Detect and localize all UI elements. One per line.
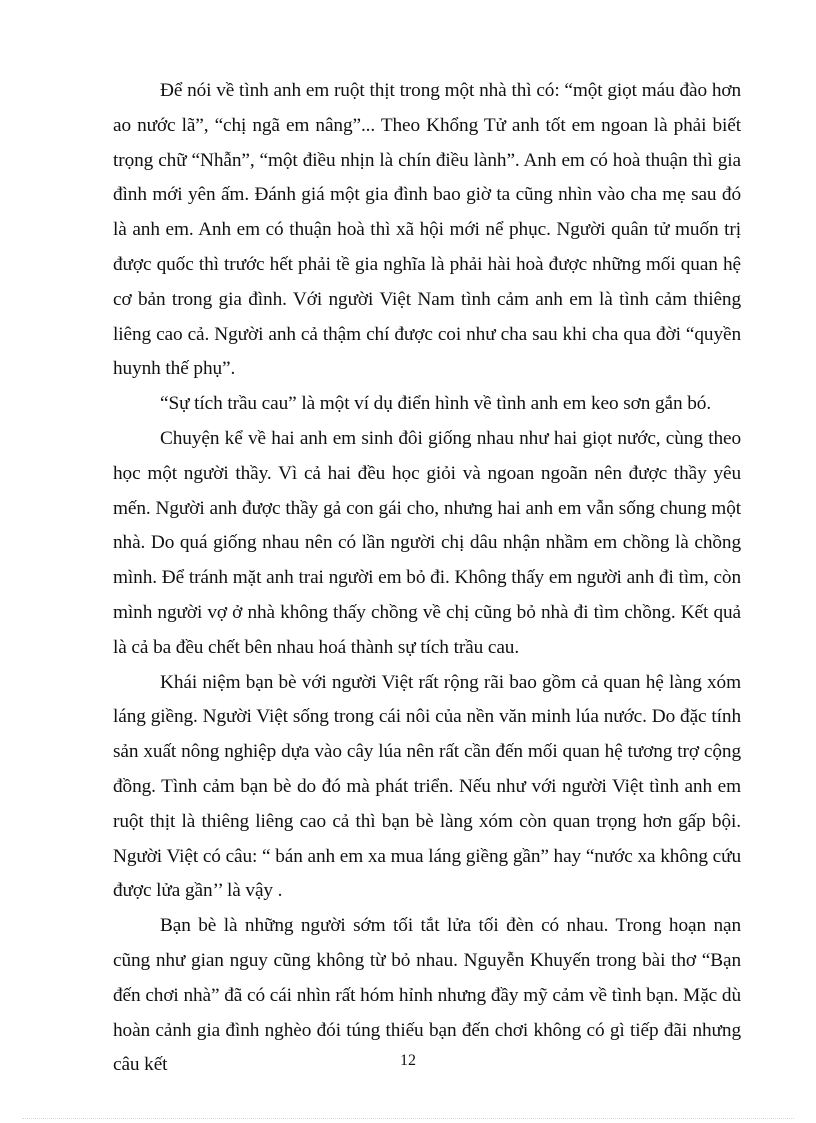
paragraph-betel-story: Chuyện kể về hai anh em sinh đôi giống nhau như hai giọt nước, cùng theo học một người thầy. Vì cả hai đều học giỏi và ngoan ngoãn nên được thầy yêu mến. Người anh được thầy gả con gái cho, nhưng hai anh em vẫn sống chung một nhà. Do quá giống nhau nên có lần người chị dâu nhận nhầm em chồng là chồng mình. Để tránh mặt anh trai người em bỏ đi. Không thấy em người anh đi tìm, còn mình người vợ ở nhà không thấy chồng về chị cũng bỏ nhà đi tìm chồng. Kết quả là cả ba đều chết bên nhau hoá thành sự tích trầu cau. (113, 427, 741, 658)
page-number: 12 (400, 1052, 416, 1069)
page-bottom-divider (22, 1118, 794, 1119)
paragraph-brotherhood: Để nói về tình anh em ruột thịt trong một nhà thì có: “một giọt máu đào hơn ao nước lã”, “chị ngã em nâng”... Theo Khổng Tử anh tốt em ngoan là phải biết trọng chữ “Nhẫn”, “một điều nhịn là chín điều lành”. Anh em có hoà thuận thì gia đình mới yên ấm. Đánh giá một gia đình bao giờ ta cũng nhìn vào cha mẹ sau đó là anh em. Anh em có thuận hoà thì xã hội mới nể phục. Người quân tử muốn trị được quốc thì trước hết phải tề gia nghĩa là phải hài hoà được những mối quan hệ cơ bản trong gia đình. Với người Việt Nam tình cảm anh em là tình cảm thiêng liêng cao cả. Người anh cả thậm chí được coi như cha sau khi cha qua đời “quyền huynh thế phụ”. (113, 80, 741, 380)
document-page (113, 74, 741, 1083)
paragraph-betel-story-intro: “Sự tích trầu cau” là một ví dụ điển hình về tình anh em keo sơn gắn bó. (160, 393, 712, 415)
paragraph-friendship-poem: Bạn bè là những người sớm tối tắt lửa tối đèn có nhau. Trong hoạn nạn cũng như gian nguy cũng không từ bỏ nhau. Nguyễn Khuyến trong bài thơ “Bạn đến chơi nhà” đã có cái nhìn rất hóm hỉnh nhưng đầy mỹ cảm về tình bạn. Mặc dù hoàn cảnh gia đình nghèo đói túng thiếu bạn đến chơi không có gì tiếp đãi nhưng câu kết (113, 915, 741, 1076)
paragraph-friendship-concept: Khái niệm bạn bè với người Việt rất rộng rãi bao gồm cả quan hệ làng xóm láng giềng. Người Việt sống trong cái nôi của nền văn minh lúa nước. Do đặc tính sản xuất nông nghiệp dựa vào cây lúa nên rất cần đến mối quan hệ tương trợ cộng đồng. Tình cảm bạn bè do đó mà phát triển. Nếu như với người Việt tình anh em ruột thịt là thiêng liêng cao cả thì bạn bè làng xóm còn quan trọng hơn gấp bội. Người Việt có câu: “ bán anh em xa mua láng giềng gần” hay “nước xa không cứu được lửa gần’’ là vậy . (113, 671, 741, 902)
